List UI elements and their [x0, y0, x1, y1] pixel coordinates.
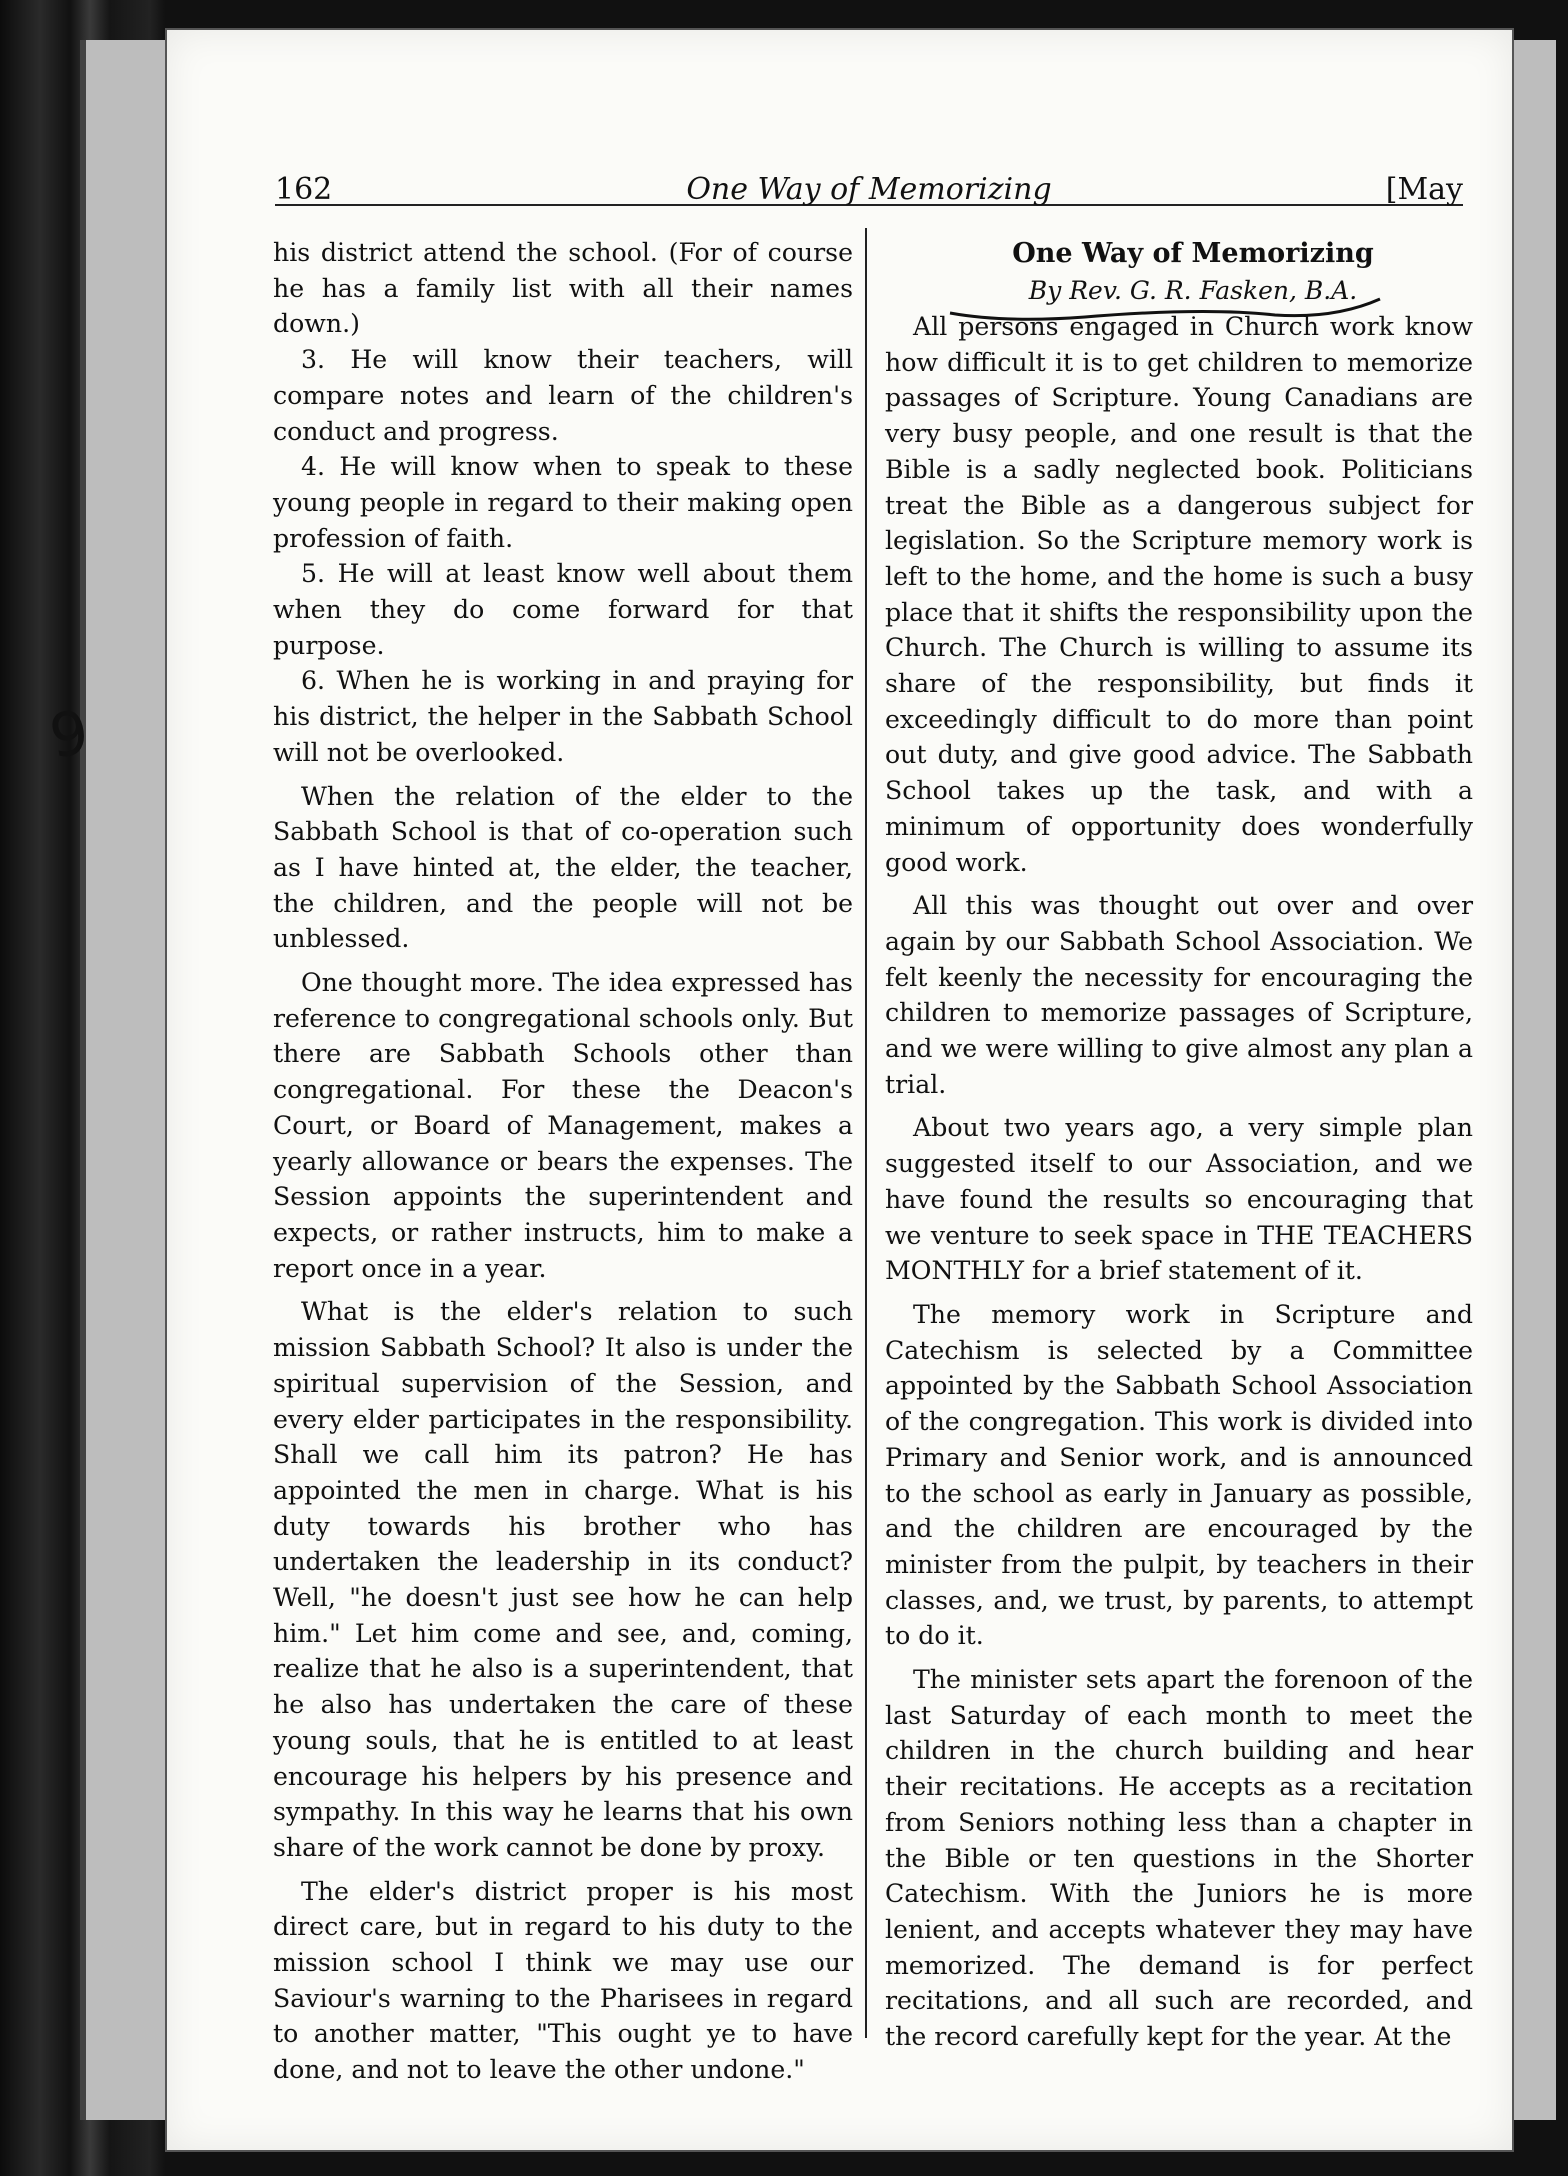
paragraph: 6. When he is working in and praying for his district, the helper in the Sabbath School will not be overlooked.: [273, 666, 853, 767]
article-byline: [885, 273, 1473, 309]
paragraph: The memory work in Scripture and Catechism is selected by a Committee appointed by the Sabbath School Association of the congregation. This work is divided into Primary and Senior work, and is announced to the school as early in January as possible, and the children are encouraged by the minister from the pulpit, by teachers in their classes, and, we trust, by parents, to attempt to do it.: [885, 1299, 1473, 1651]
header-month: [May: [1385, 172, 1463, 207]
paragraph: About two years ago, a very simple plan suggested itself to our Association, and we have found the results so encouraging that we venture to seek space in THE TEACHERS MONTHLY for a brief statement of it.: [885, 1113, 1473, 1286]
paragraph: All persons engaged in Church work know how difficult it is to get children to memorize passages of Scripture. Young Canadians are very busy people, and one result is that the Bible is a sadly neglected book. Politicians treat the Bible as a dangerous subject for legislation. So the Scripture memory work is left to the home, and the home is such a busy place that it shifts the responsibility upon the Church. The Church is willing to assume its share of the responsibility, but finds it exceedingly difficult to do more than point out duty, and give good advice. The Sabbath School takes up the task, and with a minimum of opportunity does wonderfully good work.: [885, 312, 1473, 877]
paragraph: What is the elder's relation to such mission Sabbath School? It also is under the spiritual supervision of the Session, and every elder participates in the responsibility. Shall we call him its patron? He has appointed the men in charge. What is his duty towards his brother who has undertaken the leadership in its conduct? Well, "he doesn't just see how he can help him." Let him come and see, and, coming, realize that he also is a superintendent, that he also has undertaken the care of these young souls, that he is entitled to at least encourage his helpers by his presence and sympathy. In this way he learns that his own share of the work cannot be done by proxy.: [273, 1297, 853, 1862]
right-column: [885, 235, 1473, 2055]
paragraph: One thought more. The idea expressed has reference to congregational schools only. But there are Sabbath Schools other than congregational. For these the Deacon's Court, or Board of Management, makes a yearly allowance or bears the expenses. The Session appoints the superintendent and expects, or rather instructs, him to make a report once in a year.: [273, 968, 853, 1283]
page-number: 162: [275, 172, 333, 207]
paragraph: All this was thought out over and over again by our Sabbath School Association. We felt keenly the necessity for encouraging the children to memorize passages of Scripture, and we were willing to give almost any plan a trial.: [885, 891, 1473, 1099]
paragraph: The minister sets apart the forenoon of the last Saturday of each month to meet the children in the church building and hear their recitations. He accepts as a recitation from Seniors nothing less than a chapter in the Bible or ten questions in the Shorter Catechism. With the Juniors he is more lenient, and accepts whatever they may have memorized. The demand is for perfect recitations, and all such are recorded, and the record carefully kept for the year. At the: [885, 1665, 1473, 2052]
margin-handwritten-mark: 9: [45, 697, 93, 773]
page-header: [275, 148, 1463, 206]
paragraph: 3. He will know their teachers, will compare notes and learn of the children's conduct and progress.: [273, 345, 853, 446]
byline-text: By Rev. G. R. Fasken, B.A.: [1028, 276, 1358, 305]
paragraph: his district attend the school. (For of course he has a family list with all their names down.): [273, 238, 853, 339]
left-column: [273, 235, 853, 2088]
column-divider: [865, 228, 867, 2038]
book-page: [165, 28, 1514, 2152]
paragraph: 4. He will know when to speak to these young people in regard to their making open profession of faith.: [273, 452, 853, 553]
paragraph: The elder's district proper is his most direct care, but in regard to his duty to the mission school I think we may use our Saviour's warning to the Pharisees in regard to another matter, "This ought ye to have done, and not to leave the other undone.": [273, 1876, 853, 2085]
paragraph: 5. He will at least know well about them when they do come forward for that purpose.: [273, 559, 853, 660]
paragraph: When the relation of the elder to the Sabbath School is that of co-operation such as I have hinted at, the elder, the teacher, the children, and the people will not be unblessed.: [273, 781, 853, 954]
running-title: One Way of Memorizing: [686, 172, 1052, 207]
article-title: One Way of Memorizing: [1012, 238, 1374, 269]
